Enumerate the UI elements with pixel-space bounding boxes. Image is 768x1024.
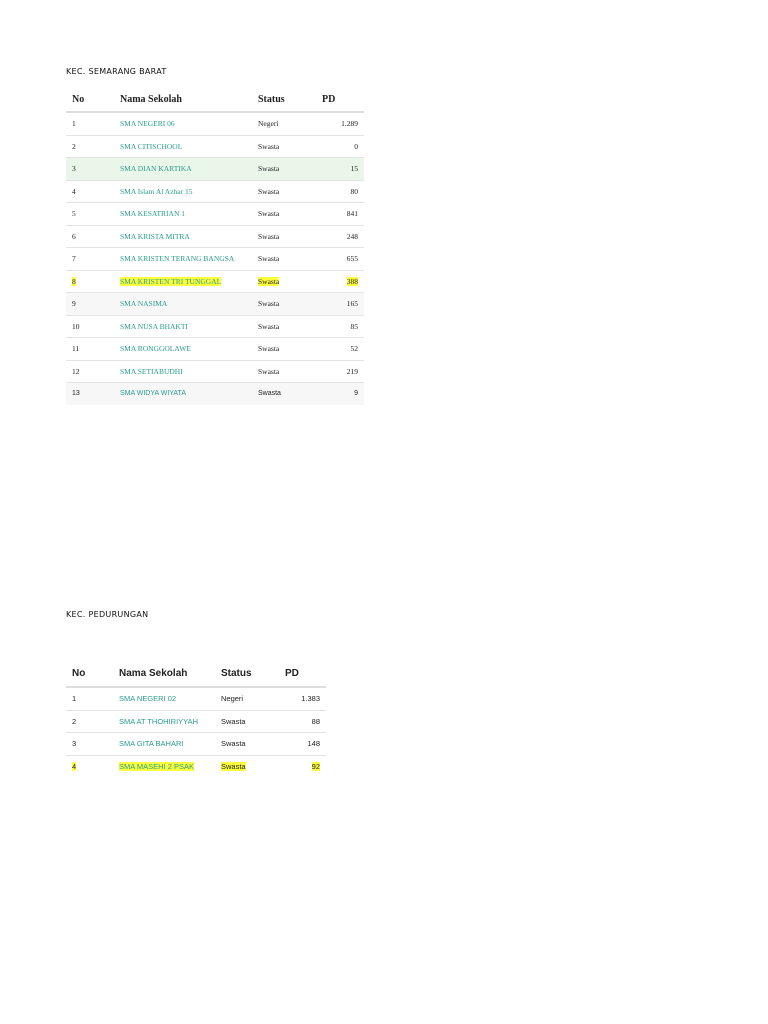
cell-status [252, 270, 316, 293]
cell-pd: 248 [316, 225, 364, 248]
school-link[interactable]: SMA AT THOHIRIYYAH [113, 710, 215, 733]
table-row [66, 225, 364, 248]
table-row [66, 733, 326, 756]
cell-status: Swasta [252, 293, 316, 316]
cell-status: Swasta [252, 248, 316, 271]
cell-pd: 1.289 [316, 112, 364, 135]
school-link[interactable]: SMA NEGERI 02 [113, 687, 215, 710]
cell-pd: 841 [316, 203, 364, 226]
school-link[interactable]: SMA NUSA BHAKTI [114, 315, 252, 338]
cell-pd: 0 [316, 135, 364, 158]
table-header-row [66, 87, 364, 112]
highlight-mark: Swasta [258, 276, 280, 286]
column-header-no: No [66, 87, 114, 112]
school-link[interactable]: SMA NASIMA [114, 293, 252, 316]
section-title-pedurungan: KEC. PEDURUNGAN [66, 610, 149, 619]
school-link[interactable]: SMA KRISTEN TERANG BANGSA [114, 248, 252, 271]
school-link[interactable]: SMA DIAN KARTIKA [114, 158, 252, 181]
table-row [66, 315, 364, 338]
cell-pd: 1.383 [279, 687, 326, 710]
table-row [66, 135, 364, 158]
cell-no: 13 [66, 383, 114, 405]
cell-no: 2 [66, 135, 114, 158]
table-row [66, 293, 364, 316]
cell-no: 3 [66, 158, 114, 181]
school-link[interactable]: SMA Islam Al Azhar 15 [114, 180, 252, 203]
cell-no: 6 [66, 225, 114, 248]
section-title-semarang-barat: KEC. SEMARANG BARAT [66, 67, 167, 76]
school-link[interactable]: SMA KRISTA MITRA [114, 225, 252, 248]
cell-pd [316, 270, 364, 293]
table-row [66, 338, 364, 361]
cell-pd: 165 [316, 293, 364, 316]
table-row [66, 248, 364, 271]
table-header-row [66, 660, 326, 687]
cell-no: 1 [66, 112, 114, 135]
cell-no: 5 [66, 203, 114, 226]
cell-pd [279, 755, 326, 777]
cell-status [215, 755, 279, 777]
cell-no: 12 [66, 360, 114, 383]
cell-pd: 655 [316, 248, 364, 271]
column-header-pd: PD [279, 660, 326, 687]
table-row-hovered [66, 158, 364, 181]
cell-no: 11 [66, 338, 114, 361]
cell-status: Swasta [215, 733, 279, 756]
cell-status: Swasta [252, 135, 316, 158]
school-link[interactable]: SMA CITISCHOOL [114, 135, 252, 158]
column-header-no: No [66, 660, 113, 687]
table-row [66, 112, 364, 135]
highlight-mark: 92 [311, 761, 320, 771]
cell-pd: 80 [316, 180, 364, 203]
cell-no [66, 270, 114, 293]
cell-no: 4 [66, 180, 114, 203]
school-link[interactable]: SMA RONGGOLAWE [114, 338, 252, 361]
column-header-status: Status [252, 87, 316, 112]
table-row [66, 360, 364, 383]
cell-status: Swasta [252, 203, 316, 226]
cell-pd: 219 [316, 360, 364, 383]
table-row [66, 383, 364, 405]
cell-pd: 85 [316, 315, 364, 338]
cell-status: Swasta [252, 360, 316, 383]
highlight-mark: Swasta [221, 761, 246, 771]
cell-status: Swasta [252, 180, 316, 203]
school-link[interactable]: SMA SETIABUDHI [114, 360, 252, 383]
cell-status: Swasta [252, 225, 316, 248]
school-link[interactable] [114, 270, 252, 293]
school-link[interactable] [113, 755, 215, 777]
cell-pd: 9 [316, 383, 364, 405]
cell-pd: 148 [279, 733, 326, 756]
highlight-mark: 8 [72, 276, 76, 286]
cell-status: Swasta [252, 383, 316, 405]
cell-no: 1 [66, 687, 113, 710]
cell-no: 3 [66, 733, 113, 756]
highlight-mark: SMA KRISTEN TRI TUNGGAL [120, 276, 222, 286]
table-row [66, 710, 326, 733]
table-row-highlighted [66, 270, 364, 293]
school-link[interactable]: SMA GITA BAHARI [113, 733, 215, 756]
column-header-nama-sekolah: Nama Sekolah [114, 87, 252, 112]
cell-no: 10 [66, 315, 114, 338]
table-row [66, 203, 364, 226]
school-table-semarang-barat [66, 87, 364, 405]
cell-no: 2 [66, 710, 113, 733]
cell-pd: 88 [279, 710, 326, 733]
school-link[interactable]: SMA NEGERI 06 [114, 112, 252, 135]
school-table-pedurungan [66, 660, 326, 777]
cell-status: Negeri [252, 112, 316, 135]
cell-status: Swasta [252, 158, 316, 181]
cell-status: Swasta [252, 315, 316, 338]
school-link[interactable]: SMA WIDYA WIYATA [114, 383, 252, 405]
highlight-mark: 388 [346, 276, 358, 286]
column-header-nama-sekolah: Nama Sekolah [113, 660, 215, 687]
table-row [66, 180, 364, 203]
cell-pd: 52 [316, 338, 364, 361]
table-row-highlighted [66, 755, 326, 777]
school-link[interactable]: SMA KESATRIAN 1 [114, 203, 252, 226]
cell-no: 7 [66, 248, 114, 271]
table-row [66, 687, 326, 710]
highlight-mark: SMA MASEHI 2 PSAK [119, 761, 195, 771]
cell-no: 9 [66, 293, 114, 316]
column-header-pd: PD [316, 87, 364, 112]
cell-status: Negeri [215, 687, 279, 710]
column-header-status: Status [215, 660, 279, 687]
cell-status: Swasta [252, 338, 316, 361]
highlight-mark: 4 [72, 761, 77, 771]
cell-no [66, 755, 113, 777]
cell-status: Swasta [215, 710, 279, 733]
cell-pd: 15 [316, 158, 364, 181]
